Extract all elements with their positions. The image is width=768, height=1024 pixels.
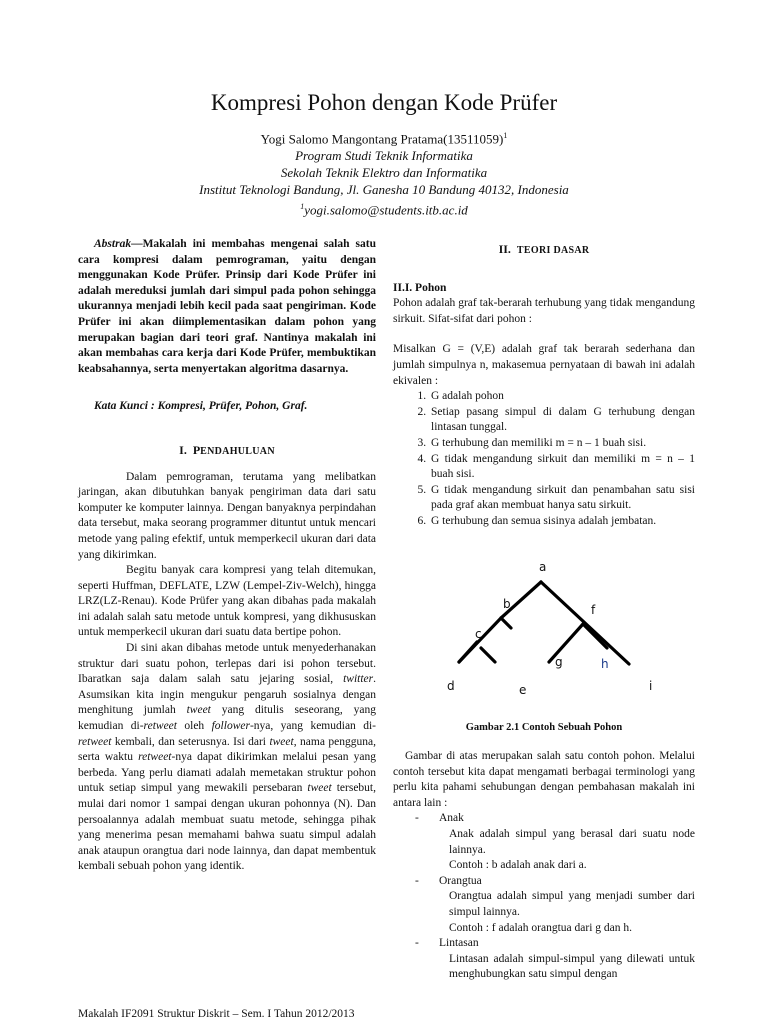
abstract — [78, 237, 376, 377]
keywords: Kata Kunci : Kompresi, Prüfer, Pohon, Graf. — [94, 400, 308, 413]
term-name: Lintasan — [439, 937, 479, 950]
p3-part-c: yang ditulis seseorang, yang kemudian di- — [78, 704, 376, 733]
email-line — [0, 198, 768, 218]
p3-retweet-2: retweet — [78, 735, 112, 748]
intro-paragraph-2: Begitu banyak cara kompresi yang telah ditemukan, seperti Huffman, DEFLATE, LZW (Lempel-Ziv-Welch), hingga LRZ(LZ-Renau). Kode Prüfer yang akan dibahas pada makalah ini adalah salah satu metode untuk kompresi, yang dikhususkan untuk memperkecil ukuran dari suatu data bertipe pohon. — [78, 564, 376, 639]
terminology-intro: Gambar di atas merupakan salah satu contoh pohon. Melalui contoh tersebut kita dapat mengamati berbagai terminologi yang perlu kita pahami sehubungan dengan pembahasan makalah ini antara lain : — [393, 750, 695, 809]
tree-node-label: a — [539, 559, 547, 574]
tree-node-label: e — [519, 682, 527, 697]
section-2-number: II. — [498, 242, 511, 256]
terminology-list — [393, 811, 695, 983]
p3-tweet-3: tweet — [307, 782, 332, 795]
p3-part-b: . Asumsikan kita ingin mengukur pengaruh sosialnya dengan menghitung jumlah — [78, 673, 376, 717]
tree-node-label: i — [649, 678, 653, 693]
tree-node-label: d — [447, 678, 455, 693]
p3-part-f: kembali, dan seterusnya. Isi dari — [111, 735, 270, 748]
page-footer: Makalah IF2091 Struktur Diskrit – Sem. I Tahun 2012/2013 — [78, 1008, 355, 1020]
p3-follower: follower — [211, 720, 250, 733]
list-item — [393, 874, 695, 936]
term-example: Contoh : b adalah anak dari a. — [449, 859, 587, 872]
property-list — [393, 389, 695, 529]
section-2-title: TEORI DASAR — [516, 245, 590, 256]
affiliation-1: Program Studi Teknik Informatika — [295, 148, 473, 164]
figure-caption: Gambar 2.1 Contoh Sebuah Pohon — [465, 721, 623, 733]
section-heading-2 — [393, 242, 695, 259]
list-item: 4. G tidak mengandung sirkuit dan memiliki m = n – 1 buah sisi. — [429, 452, 695, 483]
tree-node-label: f — [591, 602, 596, 617]
list-item: 3. G terhubung dan memiliki m = n – 1 buah sisi. — [429, 436, 695, 452]
p3-part-a: Di sini akan dibahas metode untuk menyederhanakan struktur dari suatu pohon, terlepas dari isi pohon tersebut. Ibaratkan saja dalam salah satu jejaring sosial, — [78, 642, 376, 686]
section-1-initial: P — [192, 442, 201, 457]
section-1-rest: ENDAHULUAN — [200, 445, 275, 457]
p3-part-e: -nya, yang kemudian di- — [249, 720, 376, 733]
author-block — [0, 127, 768, 219]
author-sup: 1 — [503, 131, 508, 140]
list-item — [393, 811, 695, 873]
p3-part-d: oleh — [176, 720, 212, 733]
email-sup: 1 — [300, 202, 305, 212]
intro-paragraph-3 — [78, 641, 376, 875]
edge-a-i — [541, 582, 629, 664]
dash-bullet: - — [415, 812, 419, 825]
tree-figure — [393, 556, 695, 716]
section-heading-1 — [78, 443, 376, 460]
section-1-number: I. — [179, 442, 187, 457]
p3-twitter: twitter — [343, 673, 374, 686]
pohon-paragraph-1: Pohon adalah graf tak-berarah terhubung yang tidak mengandung sirkuit. Sifat-sifat dari pohon : — [393, 297, 695, 325]
tree-node-label: c — [475, 626, 482, 641]
subsection-heading: II.I. Pohon — [393, 281, 447, 294]
left-column — [78, 237, 376, 875]
term-example: Contoh : f adalah orangtua dari g dan h. — [449, 921, 632, 934]
p3-retweet-1: retweet — [143, 720, 177, 733]
tree-diagram — [393, 556, 695, 716]
p3-part-h: -nya dapat dikirimkan melalui pesan yang berbeda. Yang perlu diamati adalah memetakan struktur pohon untuk setiap simpul yang mewakili persebaran — [78, 751, 376, 795]
intro-paragraph-1: Dalam pemrograman, terutama yang melibatkan jaringan, akan dibutuhkan banyak pengiriman data dari satu komputer ke komputer lainnya. Dengan banyaknya perpindahan data tersebut, maka seorang programmer dituntut untuk mencari metode yang paling efektif, untuk memperkecil ukuran dari data yang dikirimkan. — [78, 470, 376, 561]
author-email: yogi.salomo@students.itb.ac.id — [304, 202, 468, 218]
p3-tweet-2: tweet — [269, 735, 294, 748]
paper-title: Kompresi Pohon dengan Kode Prüfer — [210, 90, 558, 115]
edge-c-e — [481, 648, 495, 662]
author-name: Yogi Salomo Mangontang Pratama(13511059) — [260, 131, 504, 147]
tree-node-label: h — [601, 656, 609, 671]
p3-part-i: tersebut, mulai dari nomor 1 sampai dengan ukuran pohonnya (N). Dan persoalannya adalah membuat suatu metode, sehingga pihak yang menerima pesan memahami bahwa suatu simpul adalah anak ataupun orangtua dari node lainnya, dan dapat membentuk kembali sebuah pohon yang identik. — [78, 782, 377, 873]
author-line — [0, 127, 768, 147]
list-item — [393, 936, 695, 983]
p3-retweet-3: retweet — [138, 751, 172, 764]
list-item: 1. G adalah pohon — [429, 389, 695, 405]
p3-part-g: , nama pengguna, serta waktu — [78, 735, 376, 764]
list-item: 2. Setiap pasang simpul di dalam G terhubung dengan lintasan tunggal. — [429, 405, 695, 436]
tree-node-label: g — [555, 654, 563, 669]
dash-bullet: - — [415, 874, 419, 887]
term-name: Orangtua — [439, 874, 482, 887]
p3-tweet-1: tweet — [186, 704, 211, 717]
right-column — [393, 242, 695, 983]
dash-bullet: - — [415, 937, 419, 950]
pohon-paragraph-2: Misalkan G = (V,E) adalah graf tak berarah sederhana dan jumlah simpulnya n, makasemua pernyataan di bawah ini adalah ekivalen : — [393, 343, 695, 387]
abstract-label: Abstrak — [94, 238, 132, 250]
term-description: Lintasan adalah simpul-simpul yang dilewati untuk menghubungkan satu simpul dengan — [449, 952, 695, 981]
list-item: 5. G tidak mengandung sirkuit dan penambahan satu sisi pada graf akan membuat hanya satu sirkuit. — [429, 483, 695, 514]
tree-node-label: b — [503, 596, 511, 611]
term-name: Anak — [439, 812, 464, 825]
edge-f-h — [583, 624, 607, 648]
term-description: Anak adalah simpul yang berasal dari suatu node lainnya. — [449, 828, 695, 856]
affiliation-3: Institut Teknologi Bandung, Jl. Ganesha 10 Bandung 40132, Indonesia — [199, 182, 569, 198]
affiliation-2: Sekolah Teknik Elektro dan Informatika — [280, 165, 488, 181]
edge-c-d — [459, 642, 477, 662]
edge-b-stub — [501, 618, 511, 628]
abstract-text: —Makalah ini membahas mengenai salah satu cara kompresi dalam pemrograman, yaitu dengan menggunakan Kode Prüfer. Prinsip dari Kode Prüfer ini adalah mereduksi jumlah dari simpul pada pohon sehingga ukurannya menjadi lebih kecil pada saat pengiriman. Kode Prüfer ini akan diimplementasikan dalam pohon yang merupakan bagian dari teori graf. Nantinya makalah ini akan membahas cara kerja dari Kode Prüfer, membuktikan keabsahannya, serta menyertakan algoritma dasarnya. — [78, 238, 376, 375]
term-description: Orangtua adalah simpul yang menjadi sumber dari simpul lainnya. — [449, 890, 695, 919]
list-item: 6. G terhubung dan semua sisinya adalah jembatan. — [429, 514, 695, 530]
